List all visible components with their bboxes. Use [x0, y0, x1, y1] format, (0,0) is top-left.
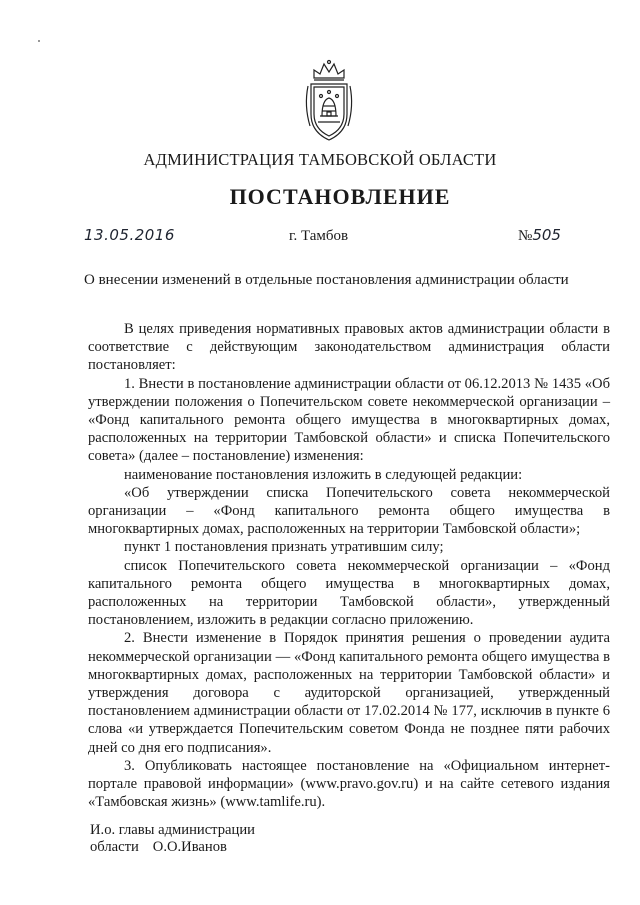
paragraph-item-1-a: наименование постановления изложить в следующей редакции:	[124, 466, 523, 483]
paragraph-item-3: 3. Опубликовать настоящее постановление на «Официальном интернет-портале правовой информации» (www.pravo.gov.ru) и на сайте сетевого издания «Тамбовская жизнь» (www.tamlife.ru).	[88, 757, 610, 811]
document-type-title: ПОСТАНОВЛЕНИЕ	[229, 184, 451, 209]
signatory-title-line1: И.о. главы администрации	[90, 822, 255, 838]
paragraph-item-1-b: «Об утверждении списка Попечительского совета некоммерческой организации – «Фонд капитального ремонта общего имущества в многоквартирных домах, расположенных на территории Тамбовской области»;	[88, 484, 610, 538]
document-number	[518, 226, 561, 245]
paragraph-item-1-c: пункт 1 постановления признать утратившим силу;	[124, 539, 444, 556]
organization-name: АДМИНИСТРАЦИЯ ТАМБОВСКОЙ ОБЛАСТИ	[143, 150, 497, 169]
number-label: №	[518, 228, 533, 244]
document-date: 13.05.2016	[84, 226, 175, 244]
document-body	[88, 320, 610, 811]
coat-of-arms-icon	[302, 56, 356, 146]
paragraph-item-1: 1. Внести в постановление администрации области от 06.12.2013 № 1435 «Об утверждении положения о Попечительском совете некоммерческой организации – «Фонд капитального ремонта общего имущества в многоквартирных домах, расположенных на территории Тамбовской области» и списка Попечительского совета» (далее – постановление) изменения:	[88, 375, 610, 465]
signatory-title-line2	[90, 839, 255, 856]
date-number-line	[0, 226, 640, 250]
document-subject: О внесении изменений в отдельные постановления администрации области	[84, 272, 569, 288]
paragraph-item-1-d: список Попечительского совета некоммерческой организации – «Фонд капитального ремонта общего имущества в многоквартирных домах, расположенных на территории Тамбовской области», утвержденный постановлением, изложить в редакции согласно приложению.	[88, 557, 610, 629]
signature-block	[90, 822, 255, 856]
number-value: 505	[532, 226, 561, 244]
signatory-title-area: области	[90, 839, 139, 855]
signatory-name: О.О.Иванов	[152, 839, 227, 855]
scan-speck	[38, 40, 40, 42]
paragraph-item-2: 2. Внести изменение в Порядок принятия решения о проведении аудита некоммерческой организации — «Фонд капитального ремонта общего имущества в многоквартирных домах, расположенных на территории Тамбовской области» и утверждения договора с аудиторской организацией, утвержденный постановлением администрации области от 17.02.2014 № 177, исключив в пункте 6 слова «и утверждается Попечительским советом Фонда не позднее пяти рабочих дней со дня его подписания».	[88, 630, 610, 756]
document-city: г. Тамбов	[289, 228, 349, 244]
paragraph-preamble: В целях приведения нормативных правовых актов администрации области в соответствие с действующим законодательством администрация области постановляет:	[88, 321, 610, 374]
